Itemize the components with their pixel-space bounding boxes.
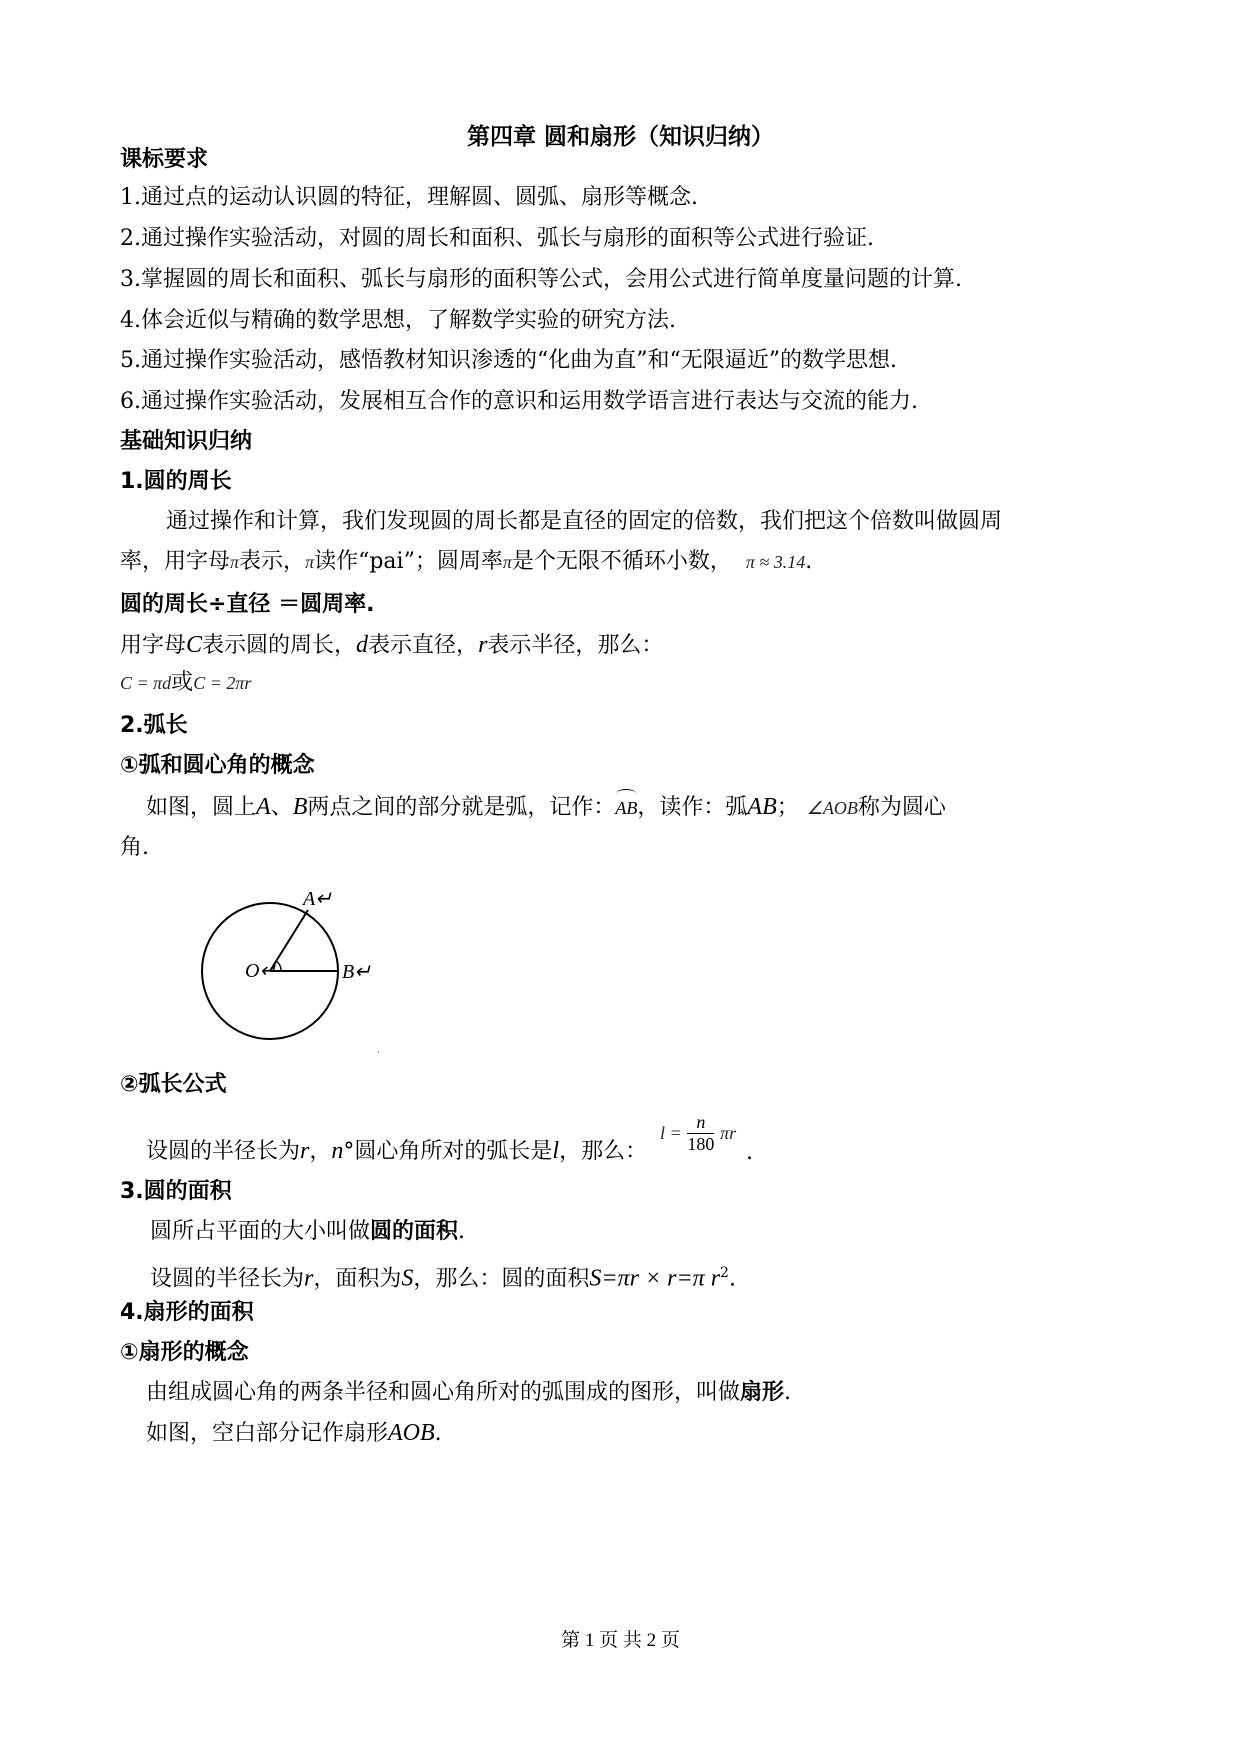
text: °圆心角所对的弧长是 <box>343 1139 553 1164</box>
text: 是个无限不循环小数， <box>511 549 732 574</box>
area-definition-line <box>150 1217 465 1247</box>
paragraph-pi-line1: 通过操作和计算，我们发现圆的周长都是直径的固定的倍数，我们把这个倍数叫做圆周 <box>166 509 1003 534</box>
requirement-item-6: 6.通过操作实验活动，发展相互合作的意识和运用数学语言进行表达与交流的能力. <box>120 389 918 414</box>
var-n: n <box>331 1138 344 1164</box>
document-title: 第四章 圆和扇形（知识归纳） <box>466 124 774 150</box>
text: 如图，圆上 <box>146 795 257 820</box>
text: 设圆的半径长为 <box>146 1139 301 1164</box>
term-sector: 扇形 <box>740 1380 785 1405</box>
var-r: r <box>300 1138 310 1164</box>
term-circle-area: 圆的面积 <box>370 1219 459 1244</box>
sector-name: AOB <box>388 1420 435 1446</box>
var-r: r <box>304 1265 314 1292</box>
angle-aob: ∠AOB <box>806 798 858 818</box>
fraction-denominator: 180 <box>687 1134 715 1154</box>
text: ，读作：弧 <box>637 795 748 820</box>
text: . <box>458 1219 466 1244</box>
text: ，面积为 <box>313 1266 402 1292</box>
text: . <box>784 1380 792 1405</box>
sector-definition-line <box>146 1378 791 1408</box>
area-formula-line <box>150 1258 736 1294</box>
arc-ab-name: AB <box>747 794 777 820</box>
text: 圆所占平面的大小叫做 <box>150 1219 371 1244</box>
circumference-formulas <box>120 668 251 698</box>
point-a: A <box>256 794 271 820</box>
circumference-rule: 圆的周长÷直径 ＝圆周率. <box>120 592 375 617</box>
pi-approx-formula: π ≈ 3.14 <box>745 552 806 572</box>
section-heading-curriculum: 课标要求 <box>120 147 209 172</box>
text: . <box>434 1421 442 1446</box>
variables-definition <box>120 630 663 661</box>
subheading-arc-concept: ①弧和圆心角的概念 <box>120 753 315 778</box>
area-formula: S=πr × r=π r <box>589 1265 721 1292</box>
pi-symbol: π <box>305 552 315 572</box>
text: 用字母 <box>120 633 187 658</box>
point-b: B <box>292 794 308 820</box>
var-s: S <box>401 1265 414 1292</box>
requirement-item-5: 5.通过操作实验活动，感悟教材知识渗透的“化曲为直”和“无限逼近”的数学思想. <box>120 348 897 373</box>
formula-lhs: l = <box>660 1123 682 1143</box>
arc-concept-line1 <box>146 792 946 823</box>
arc-ab-notation: AB <box>615 793 637 823</box>
text: 由组成圆心角的两条半径和圆心角所对的弧围成的图形，叫做 <box>146 1380 741 1405</box>
requirement-item-3: 3.掌握圆的周长和面积、弧长与扇形的面积等公式，会用公式进行简单度量问题的计算. <box>120 267 962 292</box>
arc-formula-line <box>146 1136 647 1167</box>
fraction-numerator: n <box>687 1112 714 1134</box>
requirement-item-4: 4.体会近似与精确的数学思想，了解数学实验的研究方法. <box>120 308 676 333</box>
text: . <box>728 1266 736 1292</box>
page-footer: 第 1 页 共 2 页 <box>561 1630 680 1651</box>
angle-arc-mark <box>276 961 281 971</box>
text: ，那么：圆的面积 <box>413 1266 590 1292</box>
section-heading-basics: 基础知识归纳 <box>120 429 253 454</box>
subheading-arc-formula: ②弧长公式 <box>120 1072 227 1097</box>
text: ， <box>309 1139 332 1164</box>
arc-length-formula <box>660 1112 736 1155</box>
pi-symbol: π <box>230 552 240 572</box>
text: 表示圆的周长， <box>202 633 357 658</box>
label-o: O↵ <box>245 960 277 982</box>
text: 如图，空白部分记作扇形 <box>146 1421 389 1446</box>
var-r: r <box>478 632 488 658</box>
circle-arc-figure <box>190 880 400 1070</box>
pi-symbol: π <box>502 552 512 572</box>
subheading-sector-concept: ①扇形的概念 <box>120 1340 249 1365</box>
text: 、 <box>270 795 293 820</box>
heading-circle-area: 3.圆的面积 <box>120 1179 232 1204</box>
formula-c-pi-d: C = πd <box>120 673 172 693</box>
text: 两点之间的部分就是弧，记作： <box>307 795 616 820</box>
heading-circumference: 1.圆的周长 <box>120 469 232 494</box>
paragraph-pi-line2 <box>120 547 812 577</box>
requirement-item-1: 1.通过点的运动认识圆的特征，理解圆、圆弧、扇形等概念. <box>120 185 698 210</box>
text: 表示直径， <box>368 633 479 658</box>
requirement-item-2: 2.通过操作实验活动，对圆的周长和面积、弧长与扇形的面积等公式进行验证. <box>120 226 874 251</box>
text: 表示， <box>239 549 306 574</box>
label-b: B↵ <box>342 961 371 983</box>
var-l: l <box>552 1138 560 1164</box>
text: 表示半径，那么： <box>487 633 664 658</box>
text: 读作“pai”；圆周率 <box>314 549 503 574</box>
text: 称为圆心 <box>857 795 946 820</box>
text: . <box>805 549 813 574</box>
text: ； <box>776 795 799 820</box>
arc-formula-period: . <box>746 1140 753 1165</box>
sector-notation-line <box>146 1418 442 1449</box>
arc-concept-line2: 角. <box>120 835 149 860</box>
var-c: C <box>186 632 203 658</box>
label-a: A↵ <box>303 888 332 910</box>
fraction <box>687 1112 714 1155</box>
formula-c-2pi-r: C = 2πr <box>193 673 252 693</box>
heading-sector-area: 4.扇形的面积 <box>120 1300 254 1325</box>
var-d: d <box>356 632 369 658</box>
text: 率，用字母 <box>120 549 231 574</box>
stray-mark: ˌ <box>376 1039 381 1054</box>
text-or: 或 <box>171 670 194 695</box>
text: 设圆的半径长为 <box>150 1266 305 1292</box>
exponent: 2 <box>720 1265 729 1281</box>
text: ，那么： <box>559 1139 648 1164</box>
formula-rhs: πr <box>720 1123 737 1143</box>
heading-arc-length: 2.弧长 <box>120 713 188 738</box>
